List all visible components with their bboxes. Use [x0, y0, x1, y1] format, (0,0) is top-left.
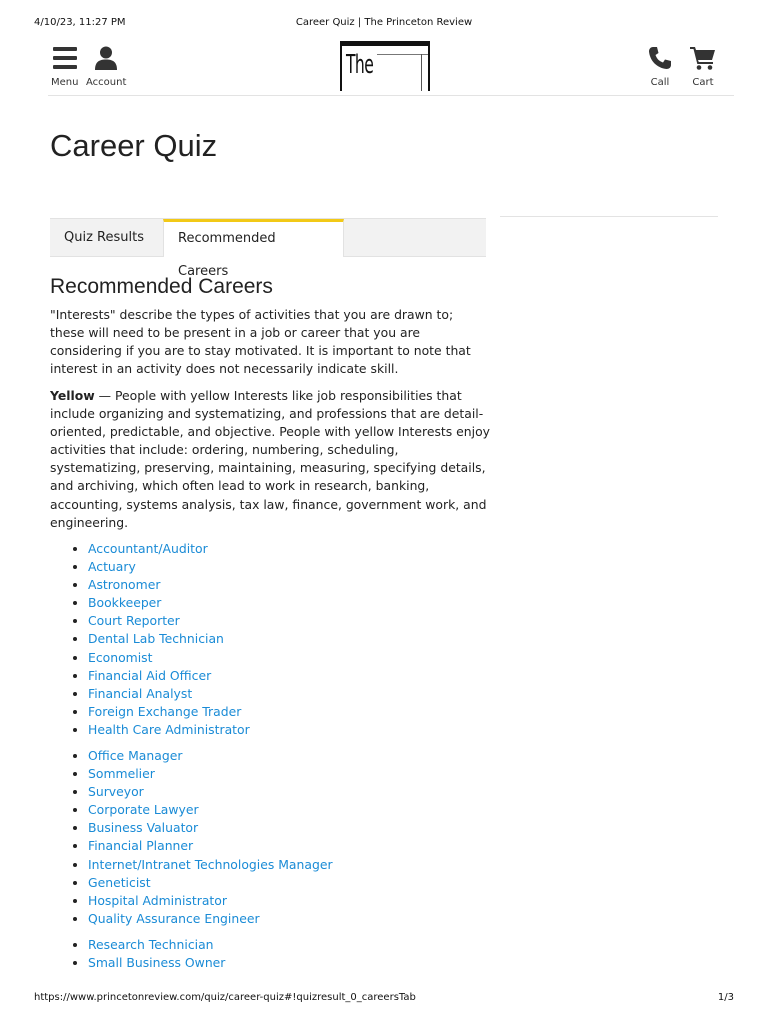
account-label: Account: [86, 77, 127, 88]
career-link[interactable]: Financial Aid Officer: [88, 667, 212, 683]
career-link[interactable]: Actuary: [88, 559, 136, 575]
list-item: [88, 576, 250, 594]
top-navbar: [48, 40, 734, 96]
logo-rule: [421, 54, 422, 91]
career-link[interactable]: Small Business Owner: [88, 955, 226, 971]
sidebar-divider: [500, 216, 718, 217]
account-icon: [86, 46, 126, 73]
call-button[interactable]: [648, 46, 672, 88]
interests-intro: "Interests" describe the types of activities that you are drawn to; these will need to be present in a job or career that you are considering if you are to stay motivated. It is important to note that interest in an activity does not necessarily indicate skill.: [50, 307, 471, 377]
career-link[interactable]: Court Reporter: [88, 613, 180, 629]
cart-label: Cart: [692, 77, 714, 88]
call-label: Call: [650, 77, 670, 88]
print-url: https://www.princetonreview.com/quiz/career-quiz#!quizresult_0_careersTab: [34, 992, 416, 1003]
career-link[interactable]: Astronomer: [88, 577, 161, 593]
list-item: [88, 594, 250, 612]
list-item: [88, 936, 225, 954]
section-title: Recommended Careers: [50, 275, 273, 298]
career-link[interactable]: Health Care Administrator: [88, 721, 250, 737]
print-header: [34, 17, 734, 31]
list-item: [88, 954, 225, 972]
yellow-text: — People with yellow Interests like job responsibilities that include organizing and systematizing, and professions that are detail-oriented, predictable, and objective. People with yellow Interests enjoy activities that include: ordering, numbering, scheduling, systematizing, preserving, maintaining, measuring, specifying details, and archiving, which often lead to work in research, banking, accounting, systems analysis, tax law, finance, government work, and engineering.: [50, 388, 491, 530]
career-link[interactable]: Quality Assurance Engineer: [88, 910, 260, 926]
career-link[interactable]: Geneticist: [88, 874, 151, 890]
tab-quiz-results[interactable]: Quiz Results: [64, 230, 144, 245]
print-title: Career Quiz | The Princeton Review: [295, 17, 473, 28]
career-list-2: [70, 747, 333, 928]
career-link[interactable]: Financial Analyst: [88, 685, 193, 701]
phone-icon: [648, 46, 672, 73]
career-link[interactable]: Financial Planner: [88, 838, 194, 854]
list-item: [88, 667, 250, 685]
print-date: 4/10/23, 11:27 PM: [34, 17, 126, 28]
list-item: [88, 540, 250, 558]
career-list-1: [70, 540, 250, 739]
career-link[interactable]: Hospital Administrator: [88, 892, 227, 908]
account-button[interactable]: [86, 46, 126, 88]
list-item: [88, 649, 250, 667]
career-link[interactable]: Office Manager: [88, 748, 183, 763]
list-item: [88, 747, 333, 765]
tab-recommended-careers[interactable]: Recommended Careers: [163, 219, 344, 257]
menu-button[interactable]: [51, 46, 78, 88]
cart-button[interactable]: [690, 46, 716, 88]
list-item: [88, 910, 333, 928]
list-item: [88, 837, 333, 855]
career-link[interactable]: Foreign Exchange Trader: [88, 703, 242, 719]
menu-label: Menu: [51, 77, 79, 88]
list-item: [88, 892, 333, 910]
career-link[interactable]: Internet/Intranet Technologies Manager: [88, 856, 333, 872]
list-item: [88, 874, 333, 892]
list-item: [88, 685, 250, 703]
page-title: Career Quiz: [50, 128, 218, 163]
list-item: [88, 819, 333, 837]
yellow-description: [50, 387, 490, 532]
logo-text: The: [346, 50, 374, 80]
princeton-review-logo[interactable]: [340, 41, 430, 91]
cart-icon: [690, 46, 716, 73]
career-list-3: [70, 936, 225, 972]
yellow-label: Yellow: [50, 388, 95, 403]
list-item: [88, 703, 250, 721]
career-link[interactable]: Economist: [88, 649, 153, 665]
print-footer: [34, 992, 734, 1006]
career-link[interactable]: Business Valuator: [88, 820, 199, 836]
career-link[interactable]: Dental Lab Technician: [88, 631, 224, 647]
career-link[interactable]: Accountant/Auditor: [88, 541, 208, 556]
results-tabs: [50, 218, 486, 279]
career-link[interactable]: Corporate Lawyer: [88, 802, 199, 818]
career-link[interactable]: Sommelier: [88, 766, 155, 782]
list-item: [88, 612, 250, 630]
list-item: [88, 801, 333, 819]
list-item: [88, 630, 250, 648]
list-item: [88, 856, 333, 874]
career-link[interactable]: Surveyor: [88, 784, 144, 800]
menu-icon: [51, 46, 78, 73]
list-item: [88, 765, 333, 783]
list-item: [88, 783, 333, 801]
list-item: [88, 721, 250, 739]
print-page-number: 1/3: [717, 992, 734, 1003]
list-item: [88, 558, 250, 576]
career-link[interactable]: Research Technician: [88, 937, 214, 952]
career-link[interactable]: Bookkeeper: [88, 595, 162, 611]
